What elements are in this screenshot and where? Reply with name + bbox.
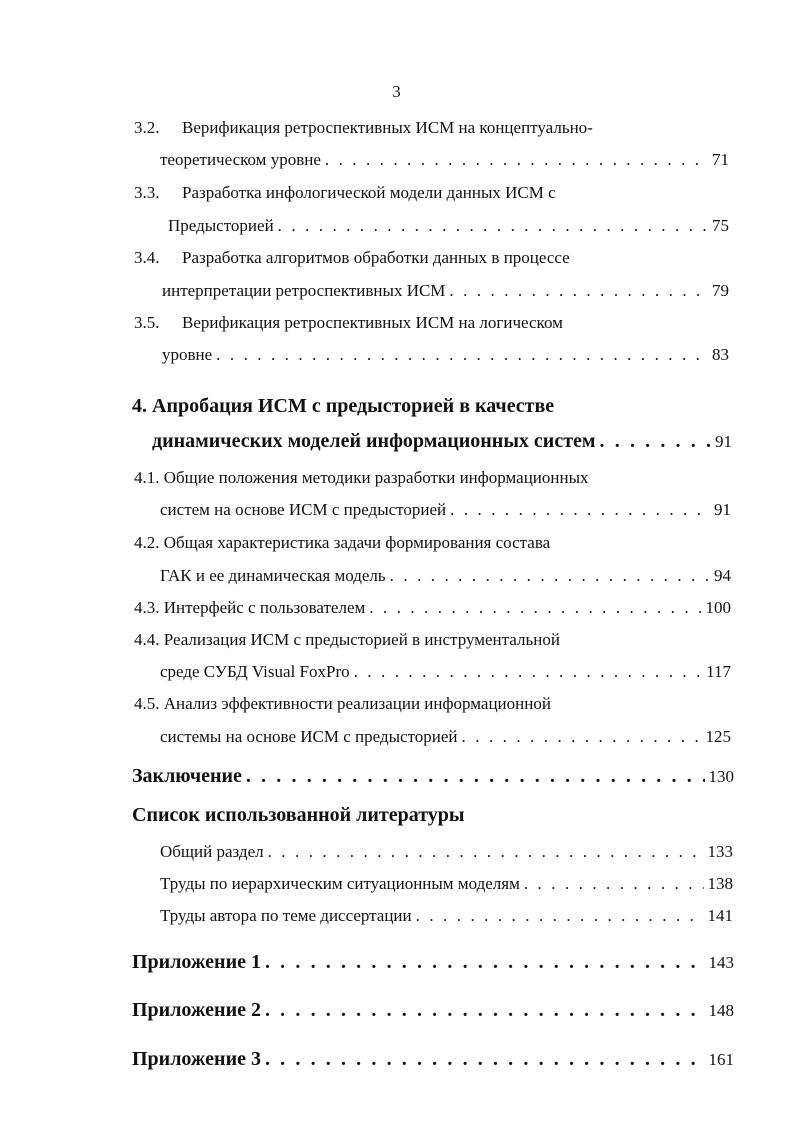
chapter-4-heading: 4. Апробация ИСМ с предысторией в качестве	[132, 395, 555, 417]
dot-leader	[600, 430, 711, 453]
dot-leader	[268, 842, 704, 862]
section-number: 3.2.	[134, 118, 160, 137]
appendix-title: Приложение 2	[132, 999, 261, 1021]
appendix-title: Приложение 1	[132, 951, 261, 973]
toc-entry-4-5	[160, 727, 731, 747]
section-title-continued: ГАК и ее динамическая модель	[160, 566, 386, 585]
section-number: 3.5.	[134, 313, 160, 332]
page-ref: 161	[708, 1050, 734, 1069]
conclusion-title: Заключение	[132, 765, 242, 787]
dot-leader	[216, 345, 708, 365]
section-title-continued: систем на основе ИСМ с предысторией	[160, 500, 447, 519]
section-title-continued: системы на основе ИСМ с предысторией	[160, 727, 458, 746]
page-ref: 117	[706, 662, 731, 681]
section-number: 3.3.	[134, 183, 160, 202]
toc-entry-4-5-heading: 4.5. Анализ эффективности реализации информационной	[134, 694, 551, 713]
section-title: Разработка алгоритмов обработки данных в процессе	[182, 248, 570, 267]
toc-entry-4-1	[160, 500, 731, 520]
toc-entry-appendix-3	[132, 1048, 734, 1071]
page-ref: 133	[707, 842, 733, 861]
dot-leader	[278, 216, 708, 236]
page-ref: 94	[714, 566, 731, 585]
dot-leader	[325, 150, 708, 170]
page-ref: 91	[714, 500, 731, 519]
section-title: Разработка инфологической модели данных ИСМ с	[182, 183, 556, 202]
toc-entry-chapter-4	[152, 430, 732, 453]
dot-leader	[354, 662, 703, 682]
section-title: Верификация ретроспективных ИСМ на логическом	[182, 313, 563, 332]
dot-leader	[265, 1048, 705, 1071]
dot-leader	[369, 598, 701, 618]
page-ref: 138	[707, 874, 733, 893]
page-ref: 71	[712, 150, 729, 169]
page-ref: 79	[712, 281, 729, 300]
section-title: Верификация ретроспективных ИСМ на концептуально-	[182, 118, 593, 137]
toc-entry-4-2	[160, 566, 731, 586]
toc-entry-3-5-heading	[134, 313, 563, 333]
reference-group-title: Труды по иерархическим ситуационным моделям	[160, 874, 520, 893]
toc-entry-3-5	[162, 345, 729, 365]
section-title-continued: интерпретации ретроспективных ИСМ	[162, 281, 446, 300]
appendix-title: Приложение 3	[132, 1048, 261, 1070]
toc-entry-appendix-1	[132, 951, 734, 974]
toc-entry-appendix-2	[132, 999, 734, 1022]
section-title-continued: уровне	[162, 345, 213, 364]
toc-entry-references-ism	[160, 874, 733, 894]
dot-leader	[449, 281, 708, 301]
toc-entry-3-2-heading	[134, 118, 593, 138]
page-number: 3	[392, 82, 401, 101]
toc-entry-4-3	[134, 598, 731, 618]
reference-group-title: Труды автора по теме диссертации	[160, 906, 412, 925]
references-heading: Список использованной литературы	[132, 804, 465, 826]
section-title-continued: Предысторией	[168, 216, 274, 235]
toc-entry-4-4	[160, 662, 731, 682]
section-title: 4.3. Интерфейс с пользователем	[134, 598, 366, 617]
section-title-continued: среде СУБД Visual FoxPro	[160, 662, 350, 681]
section-number: 3.4.	[134, 248, 160, 267]
page-ref: 75	[712, 216, 729, 235]
page-ref: 83	[712, 345, 729, 364]
toc-entry-3-3-heading	[134, 183, 556, 203]
dot-leader	[524, 874, 704, 894]
dot-leader	[416, 906, 704, 926]
reference-group-title: Общий раздел	[160, 842, 264, 861]
dot-leader	[246, 765, 705, 788]
dot-leader	[462, 727, 702, 747]
section-title-continued: теоретическом уровне	[160, 150, 321, 169]
toc-entry-conclusion	[132, 765, 734, 788]
toc-entry-3-4	[162, 281, 729, 301]
page-ref: 125	[705, 727, 731, 746]
chapter-title-continued: динамических моделей информационных систем	[152, 430, 596, 452]
toc-entry-4-2-heading: 4.2. Общая характеристика задачи формирования состава	[134, 533, 551, 552]
toc-entry-4-1-heading: 4.1. Общие положения методики разработки информационных	[134, 468, 589, 487]
dot-leader	[450, 500, 710, 520]
toc-entry-3-3	[168, 216, 729, 236]
page-ref: 100	[705, 598, 731, 617]
toc-entry-4-4-heading: 4.4. Реализация ИСМ с предысторией в инструментальной	[134, 630, 560, 649]
dot-leader	[265, 999, 705, 1022]
page-ref: 148	[708, 1001, 734, 1020]
dot-leader	[265, 951, 705, 974]
page-ref: 91	[715, 432, 732, 451]
toc-entry-references-author	[160, 906, 733, 926]
page-ref: 143	[708, 953, 734, 972]
dot-leader	[390, 566, 710, 586]
toc-entry-3-4-heading	[134, 248, 570, 268]
page-ref: 141	[707, 906, 733, 925]
toc-entry-references-general	[160, 842, 733, 862]
toc-entry-3-2	[160, 150, 729, 170]
page-ref: 130	[708, 767, 734, 786]
